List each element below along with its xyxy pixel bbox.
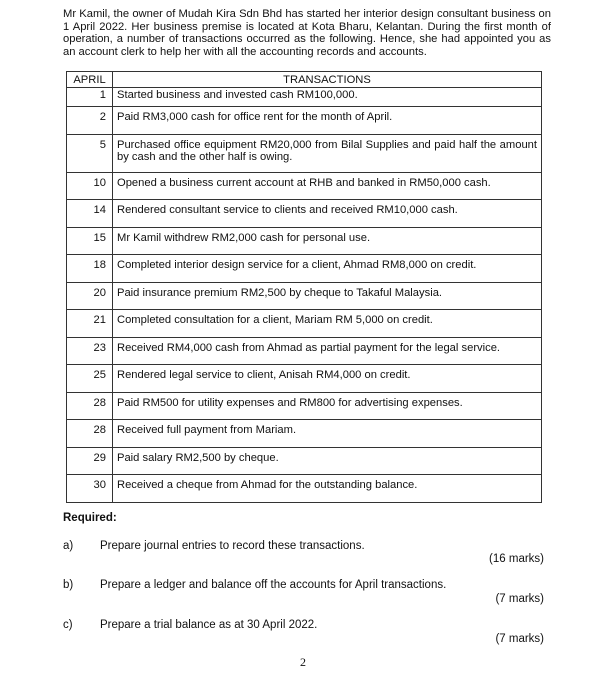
- row-transaction: Received full payment from Mariam.: [113, 420, 542, 448]
- header-transactions: TRANSACTIONS: [113, 72, 542, 88]
- row-day: 1: [67, 88, 113, 107]
- question-c-text: Prepare a trial balance as at 30 April 2022.: [100, 619, 318, 631]
- question-a-marks: (16 marks): [489, 553, 544, 565]
- question-c-marks: (7 marks): [495, 633, 544, 645]
- question-a-text: Prepare journal entries to record these transactions.: [100, 540, 365, 552]
- row-transaction: Paid RM500 for utility expenses and RM800 for advertising expenses.: [113, 392, 542, 420]
- row-transaction: Received RM4,000 cash from Ahmad as partial payment for the legal service.: [113, 337, 542, 365]
- row-transaction: Mr Kamil withdrew RM2,000 cash for personal use.: [113, 227, 542, 255]
- row-day: 28: [67, 392, 113, 420]
- table-row: [67, 255, 542, 283]
- question-b-text: Prepare a ledger and balance off the accounts for April transactions.: [100, 579, 447, 591]
- row-day: 15: [67, 227, 113, 255]
- question-b-marks: (7 marks): [495, 593, 544, 605]
- row-day: 14: [67, 200, 113, 228]
- table-row: [67, 337, 542, 365]
- table-row: [67, 227, 542, 255]
- row-transaction: Paid insurance premium RM2,500 by cheque to Takaful Malaysia.: [113, 282, 542, 310]
- row-day: 20: [67, 282, 113, 310]
- table-row: [67, 282, 542, 310]
- intro-paragraph: Mr Kamil, the owner of Mudah Kira Sdn Bhd has started her interior design consultant business on 1 April 2022. Her business premise is located at Kota Bharu, Kelantan. During the first month of operation, a number of transactions occurred as the following. Hence, she had appointed you as an account clerk to help her with all the accounting records and accounts.: [63, 8, 551, 58]
- table-row: [67, 172, 542, 200]
- table-row: [67, 200, 542, 228]
- row-transaction: Paid RM3,000 cash for office rent for the month of April.: [113, 107, 542, 135]
- header-april: APRIL: [67, 72, 113, 88]
- question-c-letter: c): [63, 619, 73, 631]
- row-day: 29: [67, 447, 113, 475]
- table-row: [67, 475, 542, 503]
- row-day: 10: [67, 172, 113, 200]
- question-b-letter: b): [63, 579, 74, 591]
- question-a-letter: a): [63, 540, 74, 552]
- table-row: [67, 107, 542, 135]
- row-day: 21: [67, 310, 113, 338]
- row-transaction: Opened a business current account at RHB and banked in RM50,000 cash.: [113, 172, 542, 200]
- row-transaction: Purchased office equipment RM20,000 from Bilal Supplies and paid half the amount by cash and the other half is owing.: [113, 134, 542, 172]
- table-row: [67, 134, 542, 172]
- row-transaction: Completed consultation for a client, Mariam RM 5,000 on credit.: [113, 310, 542, 338]
- row-day: 28: [67, 420, 113, 448]
- table-header-row: [67, 72, 542, 88]
- row-transaction: Paid salary RM2,500 by cheque.: [113, 447, 542, 475]
- row-transaction: Started business and invested cash RM100,000.: [113, 88, 542, 107]
- row-transaction: Rendered legal service to client, Anisah RM4,000 on credit.: [113, 365, 542, 393]
- row-day: 5: [67, 134, 113, 172]
- row-day: 30: [67, 475, 113, 503]
- row-transaction: Completed interior design service for a client, Ahmad RM8,000 on credit.: [113, 255, 542, 283]
- table-row: [67, 392, 542, 420]
- row-day: 25: [67, 365, 113, 393]
- row-transaction: Received a cheque from Ahmad for the outstanding balance.: [113, 475, 542, 503]
- table-row: [67, 310, 542, 338]
- table-row: [67, 365, 542, 393]
- transactions-table: [66, 71, 542, 503]
- row-day: 18: [67, 255, 113, 283]
- table-row: [67, 420, 542, 448]
- table-row: [67, 447, 542, 475]
- row-transaction: Rendered consultant service to clients and received RM10,000 cash.: [113, 200, 542, 228]
- row-day: 23: [67, 337, 113, 365]
- row-day: 2: [67, 107, 113, 135]
- required-heading: Required:: [63, 512, 117, 524]
- table-row: [67, 88, 542, 107]
- page-number: 2: [300, 655, 306, 669]
